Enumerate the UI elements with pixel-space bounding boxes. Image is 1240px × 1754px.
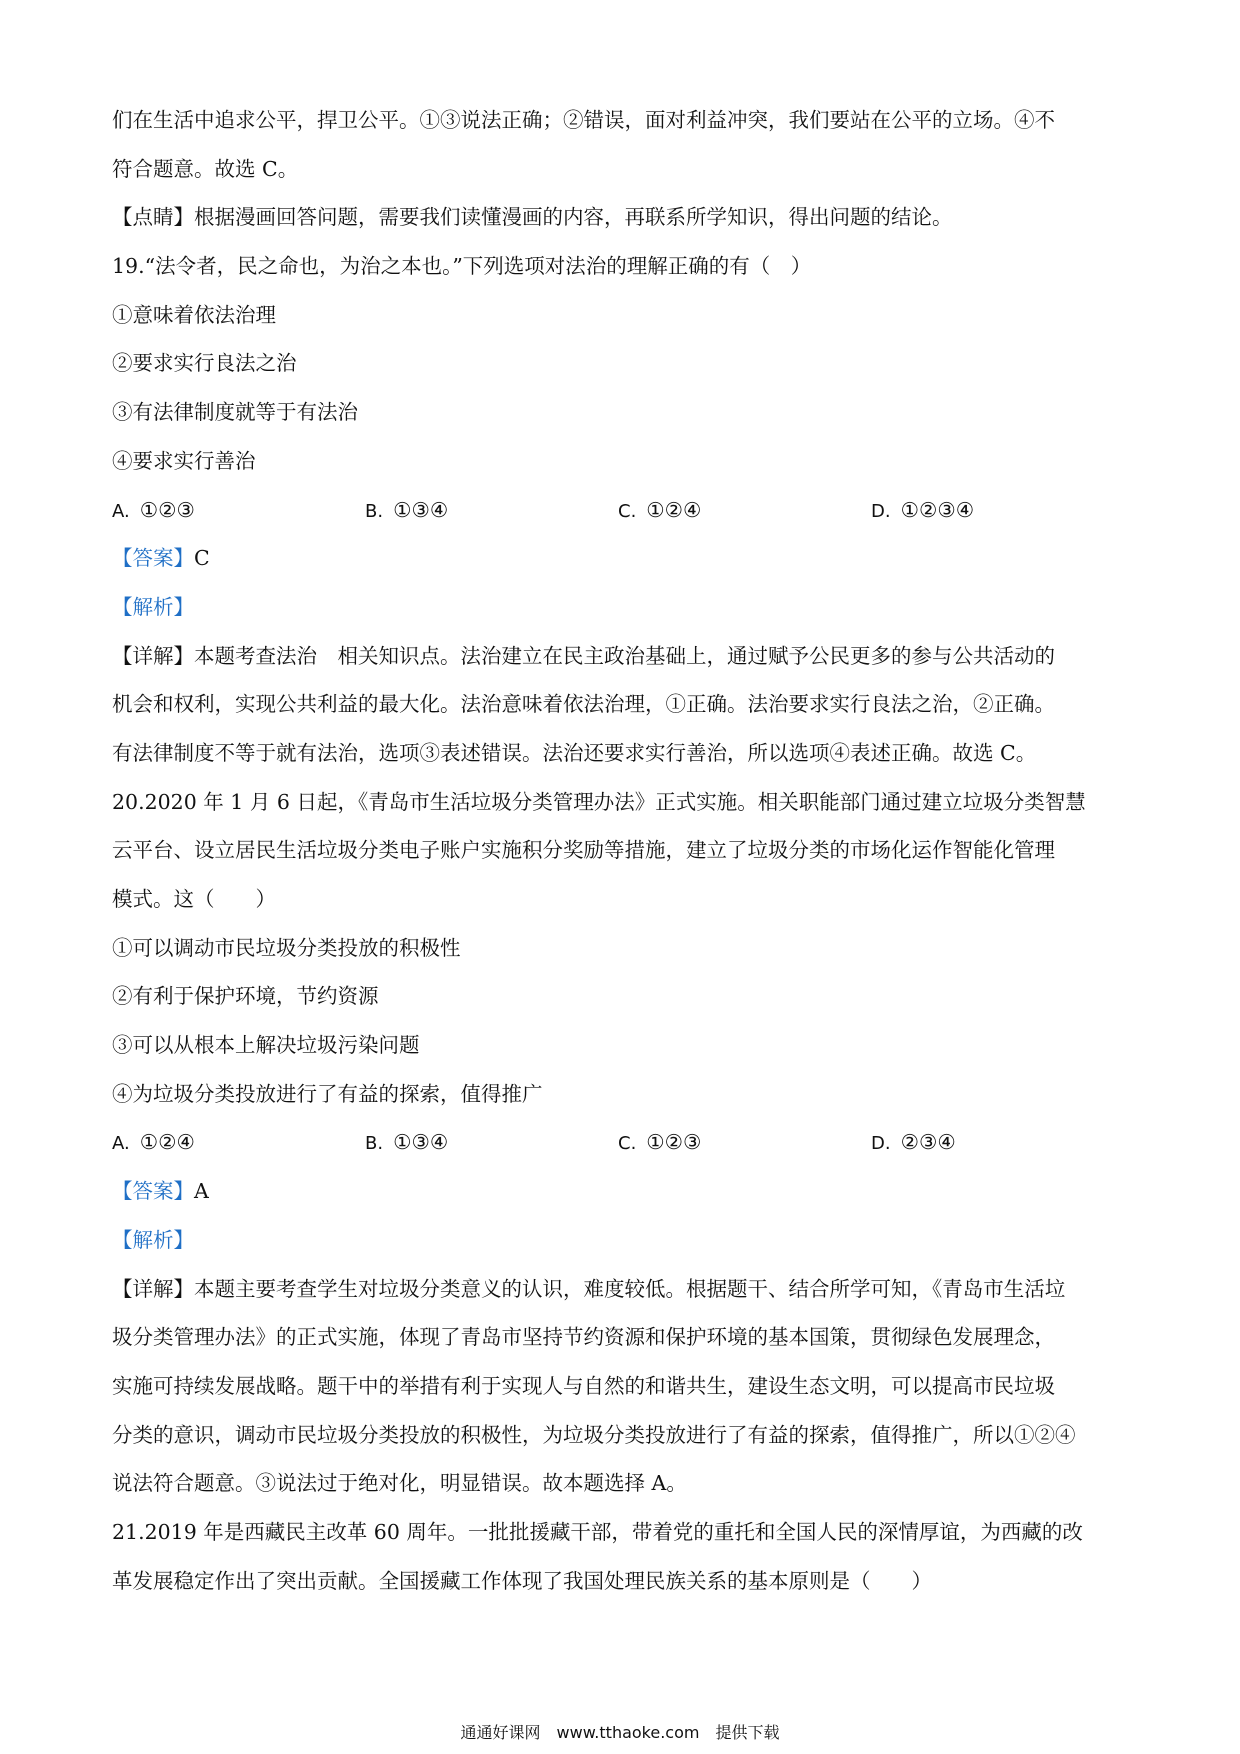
q21-stem-line-2: 革发展稳定作出了突出贡献。全国援藏工作体现了我国处理民族关系的基本原则是（ ） — [112, 1568, 932, 1593]
q19-answer — [112, 534, 1132, 583]
q20-detail-line-1: 【详解】本题主要考查学生对垃圾分类意义的认识，难度较低。根据题干、结合所学可知，《青岛市生活垃 — [112, 1276, 1066, 1301]
q20-stem-line-2: 云平台、设立居民生活垃圾分类电子账户实施积分奖励等措施，建立了垃圾分类的市场化运作智能化管理 — [112, 838, 1055, 863]
q19-option-b: B. ①③④ — [365, 497, 449, 522]
q20-item-1: ①可以调动市民垃圾分类投放的积极性 — [112, 935, 461, 960]
answer-value: C — [194, 546, 210, 571]
q18-explanation-line-2: 符合题意。故选 C。 — [112, 156, 299, 181]
page-content — [112, 96, 1132, 1605]
q19-options — [112, 486, 1132, 535]
detail-tag: 【详解】 — [112, 643, 194, 668]
q19-option-d: D. ①②③④ — [871, 497, 975, 522]
q20-option-d: D. ②③④ — [871, 1130, 956, 1155]
q20-options — [112, 1118, 1132, 1167]
q18-dianjing — [112, 193, 1132, 242]
q20-item-3: ③可以从根本上解决垃圾污染问题 — [112, 1033, 420, 1058]
q20-option-b: B. ①③④ — [365, 1130, 449, 1155]
dianjing-text: 根据漫画回答问题，需要我们读懂漫画的内容，再联系所学知识，得出问题的结论。 — [194, 205, 953, 230]
q20-analysis-tag: 【解析】 — [112, 1227, 194, 1252]
q20-item-4: ④为垃圾分类投放进行了有益的探索，值得推广 — [112, 1081, 543, 1106]
answer-tag: 【答案】 — [112, 1179, 194, 1204]
q19-option-a: A. ①②③ — [112, 497, 195, 522]
answer-value: A — [194, 1179, 209, 1204]
q19-item-2: ②要求实行良法之治 — [112, 351, 297, 376]
q20-detail-line-2: 圾分类管理办法》的正式实施，体现了青岛市坚持节约资源和保护环境的基本国策，贯彻绿色发展理念， — [112, 1325, 1055, 1350]
q18-explanation-line-1: 们在生活中追求公平，捍卫公平。①③说法正确；②错误，面对利益冲突，我们要站在公平的立场。④不 — [112, 108, 1055, 132]
answer-tag: 【答案】 — [112, 546, 194, 571]
detail-tag: 【详解】 — [112, 1276, 194, 1301]
q20-stem-line-3: 模式。这（ ） — [112, 887, 276, 911]
q19-option-c: C. ①②④ — [618, 497, 702, 522]
q19-analysis-tag: 【解析】 — [112, 594, 194, 619]
q20-answer — [112, 1167, 1132, 1216]
q20-detail-line-4: 分类的意识，调动市民垃圾分类投放的积极性，为垃圾分类投放进行了有益的探索，值得推广，所以①②④ — [112, 1422, 1076, 1447]
dianjing-tag: 【点睛】 — [112, 205, 194, 230]
page-footer: 通通好课网 www.tthaoke.com 提供下载 — [460, 1723, 780, 1742]
q19-detail-line-1: 【详解】本题考查法治 相关知识点。法治建立在民主政治基础上，通过赋予公民更多的参与公共活动的 — [112, 643, 1055, 668]
q19-item-1: ①意味着依法治理 — [112, 302, 276, 327]
q19-item-3: ③有法律制度就等于有法治 — [112, 400, 358, 425]
q19-stem: 19.“法令者，民之命也，为治之本也。”下列选项对法治的理解正确的有（ ） — [112, 254, 812, 279]
q21-stem-line-1: 21.2019 年是西藏民主改革 60 周年。一批批援藏干部，带着党的重托和全国人民的深情厚谊，为西藏的改 — [112, 1519, 1083, 1544]
q20-detail-line-3: 实施可持续发展战略。题干中的举措有利于实现人与自然的和谐共生，建设生态文明，可以提高市民垃圾 — [112, 1373, 1055, 1398]
q20-option-c: C. ①②③ — [618, 1130, 702, 1155]
q19-item-4: ④要求实行善治 — [112, 448, 256, 473]
q20-option-a: A. ①②④ — [112, 1130, 195, 1155]
q20-detail-line-5: 说法符合题意。③说法过于绝对化，明显错误。故本题选择 A。 — [112, 1471, 687, 1496]
q20-item-2: ②有利于保护环境，节约资源 — [112, 984, 379, 1009]
q19-detail-line-3: 有法律制度不等于就有法治，选项③表述错误。法治还要求实行善治，所以选项④表述正确。故选 C。 — [112, 740, 1037, 765]
q20-stem-line-1: 20.2020 年 1 月 6 日起，《青岛市生活垃圾分类管理办法》正式实施。相关职能部门通过建立垃圾分类智慧 — [112, 789, 1086, 814]
q19-detail-line-2: 机会和权利，实现公共利益的最大化。法治意味着依法治理，①正确。法治要求实行良法之治，②正确。 — [112, 692, 1055, 717]
